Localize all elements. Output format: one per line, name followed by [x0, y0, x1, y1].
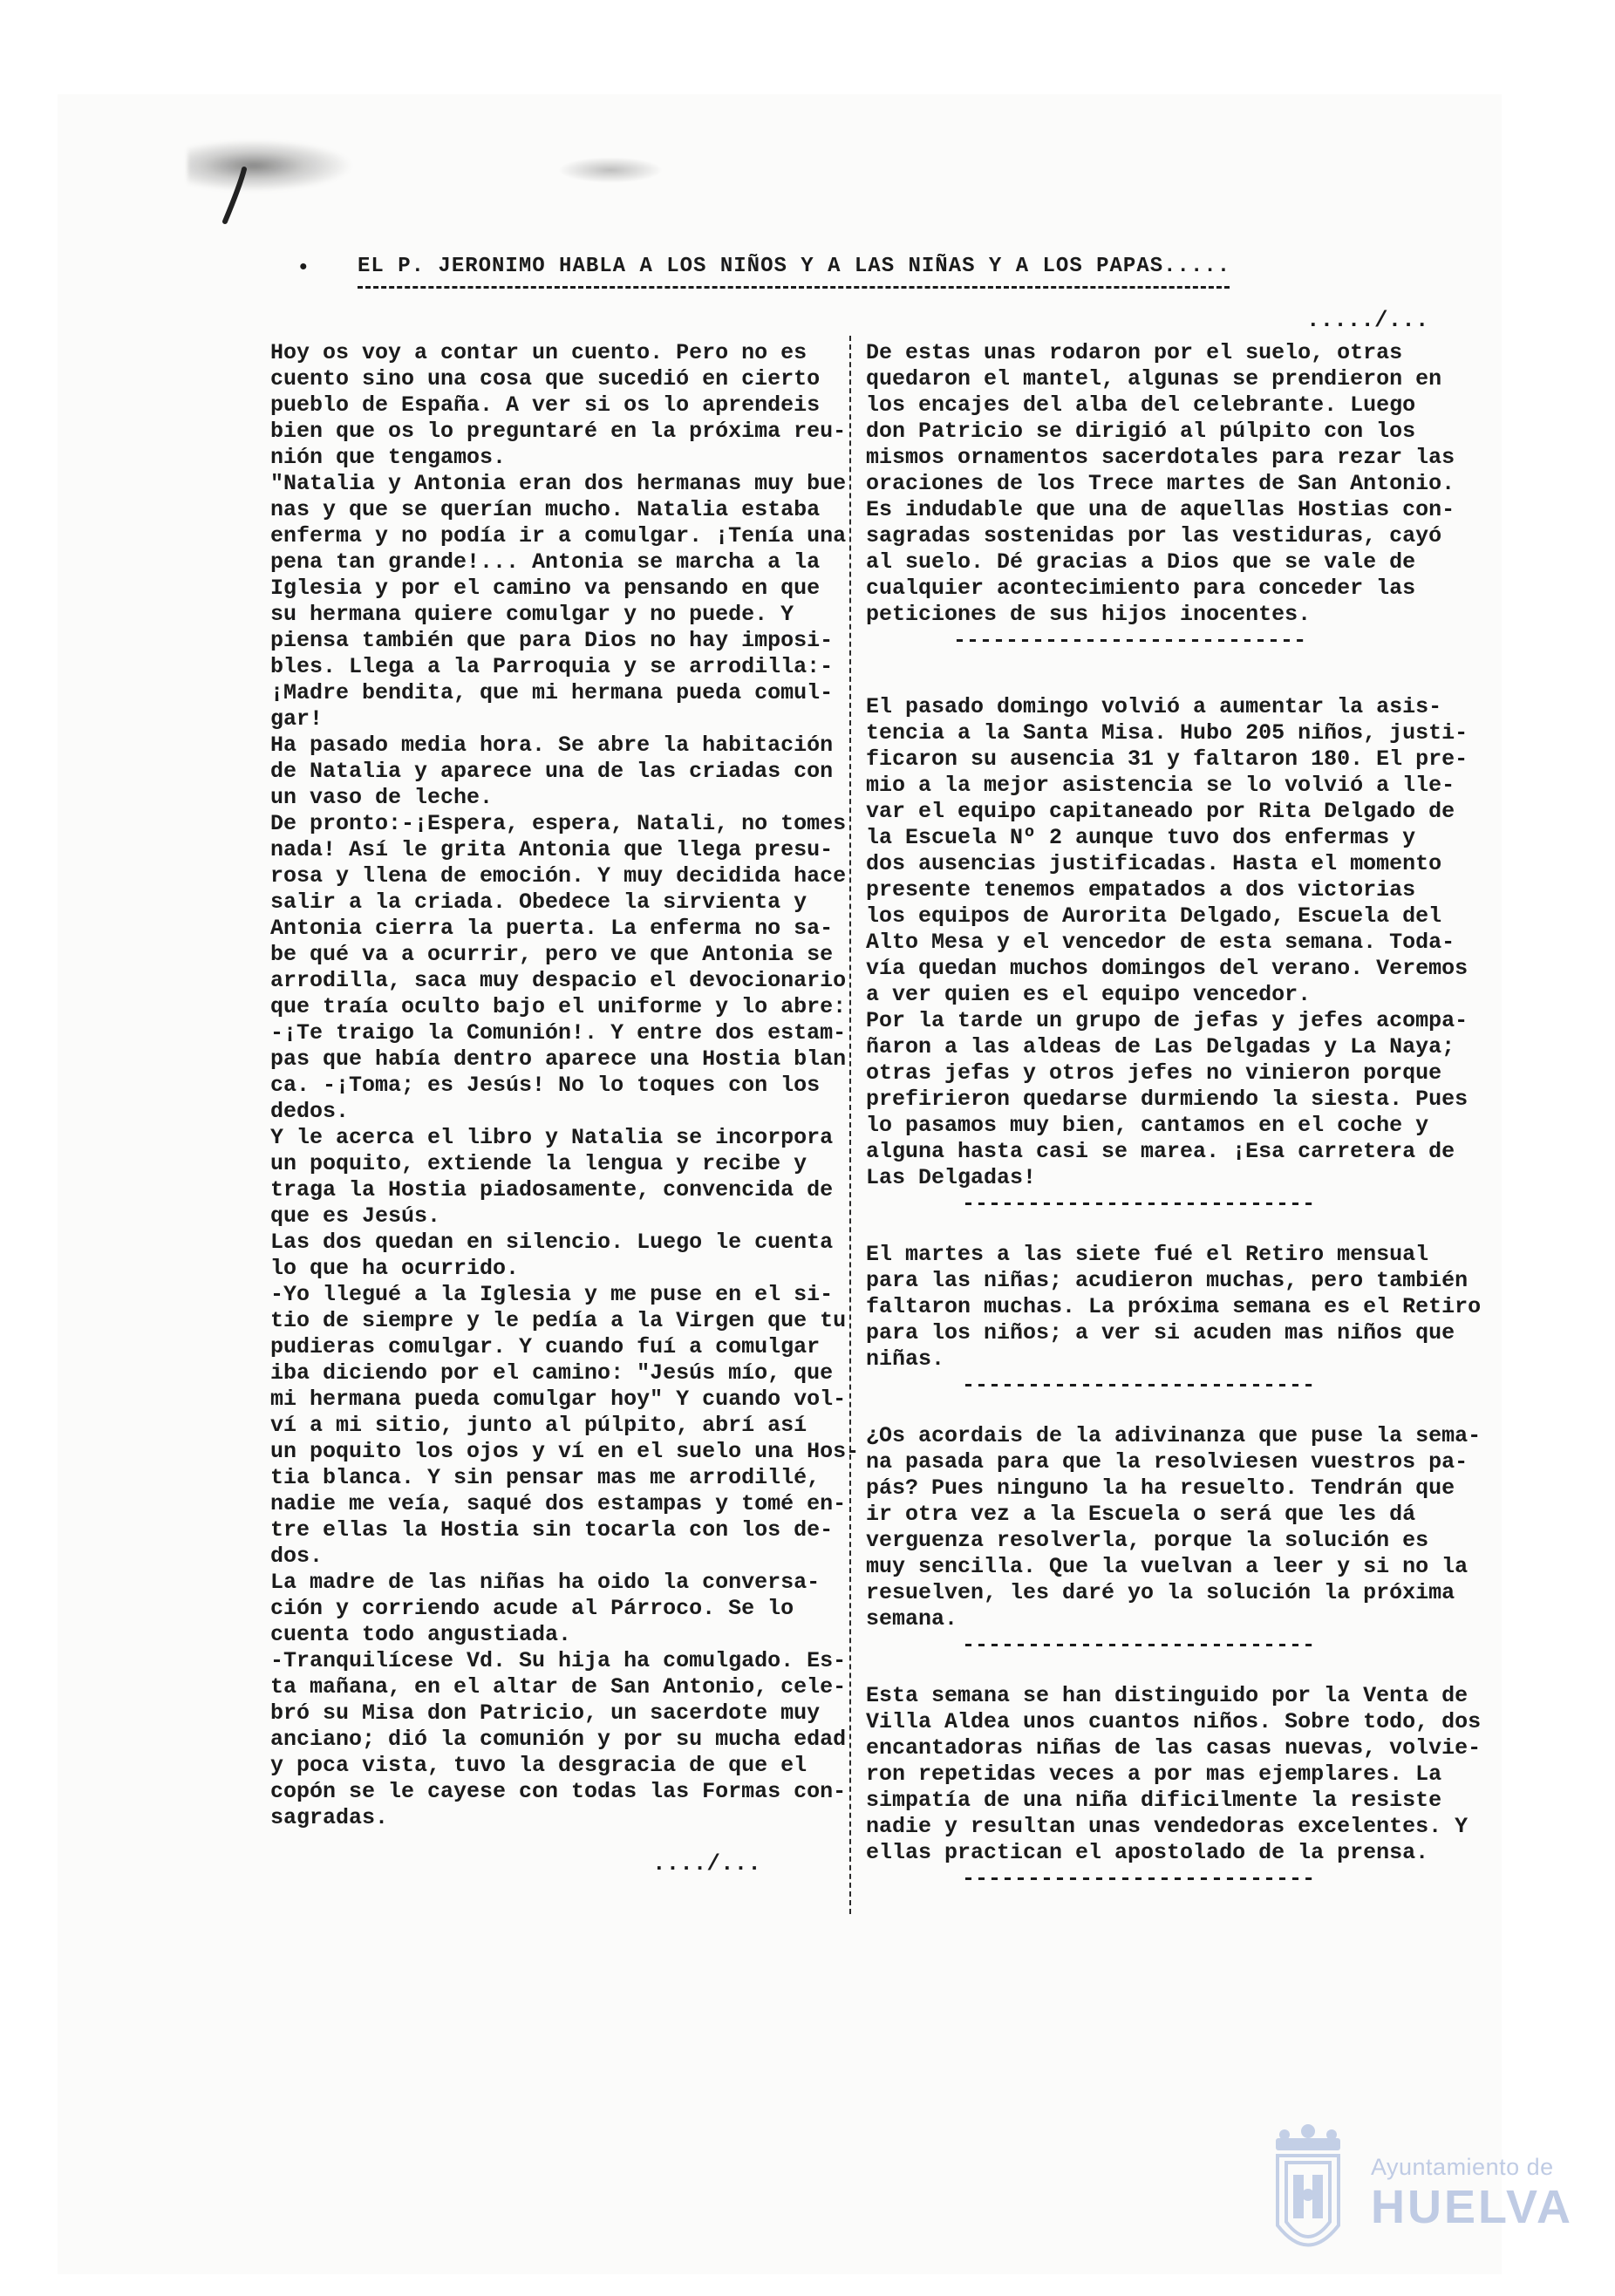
text-line: anciano; dió la comunión y por su mucha edad [270, 1727, 847, 1752]
text-line: Alto Mesa y el vencedor de esta semana. Toda- [866, 930, 1455, 955]
text-line: dedos. [270, 1099, 350, 1124]
text-line: dos. [270, 1543, 324, 1569]
text-line: encantadoras niñas de las casas nuevas, volvie- [866, 1735, 1482, 1761]
text-line: presente tenemos empatados a dos victorias [866, 877, 1416, 903]
text-line: Antonia cierra la puerta. La enferma no sa- [270, 916, 834, 941]
text-line: Ha pasado media hora. Se abre la habitación [270, 732, 834, 758]
text-line: un poquito, extiende la lengua y recibe y [270, 1151, 808, 1176]
text-line: bien que os lo preguntaré en la próxima reu- [270, 419, 847, 444]
text-line: tencia a la Santa Misa. Hubo 205 niños, justi- [866, 720, 1468, 746]
text-line: que traía oculto bajo el uniforme y lo abre: [270, 994, 847, 1019]
spacer [866, 654, 1501, 694]
right-column [866, 340, 1501, 1892]
text-line: Por la tarde un grupo de jefas y jefes acompa- [866, 1008, 1468, 1033]
section-separator: --------------------------- [962, 1632, 1316, 1658]
text-line: bles. Llega a la Parroquia y se arrodilla:- [270, 654, 834, 679]
section-separator: --------------------------- [953, 628, 1307, 653]
text-line: su hermana quiere comulgar y no puede. Y [270, 602, 794, 627]
text-line: los encajes del alba del celebrante. Luego [866, 392, 1416, 418]
text-line: De pronto:-¡Espera, espera, Natali, no tomes [270, 811, 847, 836]
text-line: El martes a las siete fué el Retiro mensual [866, 1242, 1429, 1267]
text-line: tia blanca. Y sin pensar mas me arrodillé, [270, 1465, 821, 1490]
text-line: simpatía de una niña dificilmente la resiste [866, 1788, 1442, 1813]
text-line: cualquier acontecimiento para conceder las [866, 576, 1416, 601]
text-line: piensa también que para Dios no hay imposi- [270, 628, 834, 653]
text-line: ron repetidas veces a por mas ejemplares. La [866, 1761, 1442, 1787]
text-line: enferma y no podía ir a comulgar. ¡Tenía una [270, 523, 847, 548]
text-line: vía quedan muchos domingos del verano. Veremos [866, 956, 1468, 981]
spacer [866, 1659, 1501, 1683]
text-line: don Patricio se dirigió al púlpito con los [866, 419, 1416, 444]
text-line: oraciones de los Trece martes de San Antonio. [866, 471, 1455, 496]
text-line: para las niñas; acudieron muchas, pero también [866, 1268, 1468, 1293]
text-line: iba diciendo por el camino: "Jesús mío, que [270, 1360, 834, 1386]
text-line: be qué va a ocurrir, pero ve que Antonia se [270, 942, 834, 967]
text-line: Las Delgadas! [866, 1165, 1037, 1190]
spacer [866, 1217, 1501, 1242]
text-line: para los niños; a ver si acuden mas niños que [866, 1320, 1455, 1346]
text-line: pas que había dentro aparece una Hostia blan [270, 1046, 847, 1072]
text-line: al suelo. Dé gracias a Dios que se vale de [866, 549, 1416, 575]
text-line: nas y que se querían mucho. Natalia estaba [270, 497, 821, 522]
text-line: nadie y resultan unas vendedoras excelentes. Y [866, 1814, 1468, 1839]
section-separator: --------------------------- [962, 1866, 1316, 1891]
spacer [866, 1399, 1501, 1423]
text-line: a ver quien es el equipo vencedor. [866, 982, 1312, 1007]
title-row [296, 255, 1256, 298]
text-line: dos ausencias justificadas. Hasta el momento [866, 851, 1442, 876]
text-line: mi hermana pueda comulgar hoy" Y cuando vol- [270, 1386, 847, 1412]
text-line: mio a la mejor asistencia se lo volvió a lle- [866, 773, 1455, 798]
text-line: tio de siempre y le pedía a la Virgen que tu [270, 1308, 847, 1333]
text-line: Hoy os voy a contar un cuento. Pero no es [270, 340, 808, 365]
city-coat-of-arms-icon [1260, 2121, 1356, 2269]
ink-smudge-small [558, 157, 663, 183]
text-line: pena tan grande!... Antonia se marcha a la [270, 549, 821, 575]
text-line: bró su Misa don Patricio, un sacerdote muy [270, 1700, 821, 1726]
text-line: -Tranquilícese Vd. Su hija ha comulgado. Es- [270, 1648, 847, 1673]
text-line: -¡Te traigo la Comunión!. Y entre dos estam- [270, 1020, 847, 1046]
text-line: nada! Así le grita Antonia que llega presu- [270, 837, 834, 862]
text-line: ¡Madre bendita, que mi hermana pueda comul- [270, 680, 834, 705]
continuation-marker-top: ...../... [1306, 307, 1429, 333]
text-line: la Escuela Nº 2 aunque tuvo dos enfermas y [866, 825, 1416, 850]
text-line: arrodilla, saca muy despacio el devocionario [270, 968, 847, 993]
text-line: salir a la criada. Obedece la sirvienta y [270, 889, 808, 915]
text-line: copón se le cayese con todas las Formas con- [270, 1779, 847, 1804]
text-line: El pasado domingo volvió a aumentar la asis- [866, 694, 1442, 719]
text-line: alguna hasta casi se marea. ¡Esa carretera de [866, 1139, 1455, 1164]
text-line: na pasada para que la resolviesen vuestros pa- [866, 1449, 1468, 1475]
text-line: De estas unas rodaron por el suelo, otras [866, 340, 1403, 365]
text-line: La madre de las niñas ha oido la conversa- [270, 1570, 821, 1595]
text-line: otras jefas y otros jefes no vinieron porque [866, 1060, 1442, 1086]
text-line: Iglesia y por el camino va pensando en que [270, 576, 821, 601]
text-line: -Yo llegué a la Iglesia y me puse en el si- [270, 1282, 834, 1307]
text-line: nadie me veía, saqué dos estampas y tomé en- [270, 1491, 847, 1516]
pen-mark-icon [218, 166, 253, 227]
text-line: resuelven, les daré yo la solución la próxima [866, 1580, 1455, 1605]
section-separator: --------------------------- [962, 1373, 1316, 1398]
text-line: peticiones de sus hijos inocentes. [866, 602, 1312, 627]
text-line: Es indudable que una de aquellas Hostias con- [866, 497, 1455, 522]
text-line: ción y corriendo acude al Párroco. Se lo [270, 1596, 794, 1621]
brand-label-city: HUELVA [1371, 2181, 1573, 2233]
text-line: ñaron a las aldeas de Las Delgadas y La Naya; [866, 1034, 1455, 1059]
text-line: un poquito los ojos y ví en el suelo una Hos- [270, 1439, 860, 1464]
text-line: cuento sino una cosa que sucedió en cierto [270, 366, 821, 392]
text-line: ca. -¡Toma; es Jesús! No lo toques con los [270, 1073, 821, 1098]
text-line: ¿Os acordais de la adivinanza que puse la sema- [866, 1423, 1482, 1448]
text-line: sagradas sostenidas por las vestiduras, cayó [866, 523, 1442, 548]
text-line: faltaron muchas. La próxima semana es el Retiro [866, 1294, 1482, 1319]
text-line: semana. [866, 1606, 958, 1632]
ink-smudge [187, 140, 353, 192]
text-line: de Natalia y aparece una de las criadas con [270, 759, 834, 784]
text-line: traga la Hostia piadosamente, convencida de [270, 1177, 834, 1203]
text-line: Villa Aldea unos cuantos niños. Sobre todo, dos [866, 1709, 1482, 1734]
text-line: lo que ha ocurrido. [270, 1256, 520, 1281]
text-line: prefirieron quedarse durmiendo la siesta. Pues [866, 1087, 1468, 1112]
text-line: pueblo de España. A ver si os lo aprendeis [270, 392, 821, 418]
text-line: verguenza resolverla, porque la solución es [866, 1528, 1429, 1553]
text-line: "Natalia y Antonia eran dos hermanas muy bue [270, 471, 847, 496]
text-line: niñas. [866, 1346, 945, 1372]
brand-mark [1371, 2154, 1573, 2233]
text-line: mismos ornamentos sacerdotales para rezar las [866, 445, 1455, 470]
text-line: Esta semana se han distinguido por la Venta de [866, 1683, 1468, 1708]
text-line: var el equipo capitaneado por Rita Delgado de [866, 799, 1455, 824]
text-line: ellas practican el apostolado de la prensa. [866, 1840, 1429, 1865]
text-line: pudieras comulgar. Y cuando fuí a comulgar [270, 1334, 821, 1359]
column-divider [849, 336, 851, 1914]
text-line: nión que tengamos. [270, 445, 507, 470]
text-line: rosa y llena de emoción. Y muy decidida hace [270, 863, 847, 889]
text-line: ví a mi sitio, junto al púlpito, abrí así [270, 1413, 808, 1438]
text-line: cuenta todo angustiada. [270, 1622, 572, 1647]
text-line: que es Jesús. [270, 1203, 441, 1229]
text-line: muy sencilla. Que la vuelvan a leer y si no la [866, 1554, 1468, 1579]
document-title: EL P. JERONIMO HABLA A LOS NIÑOS Y A LAS NIÑAS Y A LOS PAPAS..... [358, 255, 1231, 278]
title-bullet: • [296, 255, 310, 281]
text-line: sagradas. [270, 1805, 389, 1830]
text-line: lo pasamos muy bien, cantamos en el coche y [866, 1113, 1429, 1138]
continuation-marker-bottom: ..../... [652, 1850, 761, 1877]
title-underline [358, 286, 1230, 289]
left-column [270, 340, 860, 1831]
text-line: tre ellas la Hostia sin tocarla con los de- [270, 1517, 834, 1543]
text-line: ficaron su ausencia 31 y faltaron 180. El pre- [866, 746, 1468, 772]
text-line: ta mañana, en el altar de San Antonio, cele- [270, 1674, 847, 1700]
text-line: ir otra vez a la Escuela o será que les dá [866, 1502, 1416, 1527]
text-line: y poca vista, tuvo la desgracia de que el [270, 1753, 808, 1778]
text-line: quedaron el mantel, algunas se prendieron en [866, 366, 1442, 392]
text-line: pás? Pues ninguno la ha resuelto. Tendrán que [866, 1475, 1455, 1501]
brand-label-top: Ayuntamiento de [1371, 2154, 1554, 2180]
text-line: los equipos de Aurorita Delgado, Escuela del [866, 903, 1442, 929]
text-line: Y le acerca el libro y Natalia se incorpora [270, 1125, 834, 1150]
text-line: Las dos quedan en silencio. Luego le cuenta [270, 1230, 834, 1255]
section-separator: --------------------------- [962, 1191, 1316, 1216]
text-line: un vaso de leche. [270, 785, 494, 810]
text-line: gar! [270, 706, 324, 732]
